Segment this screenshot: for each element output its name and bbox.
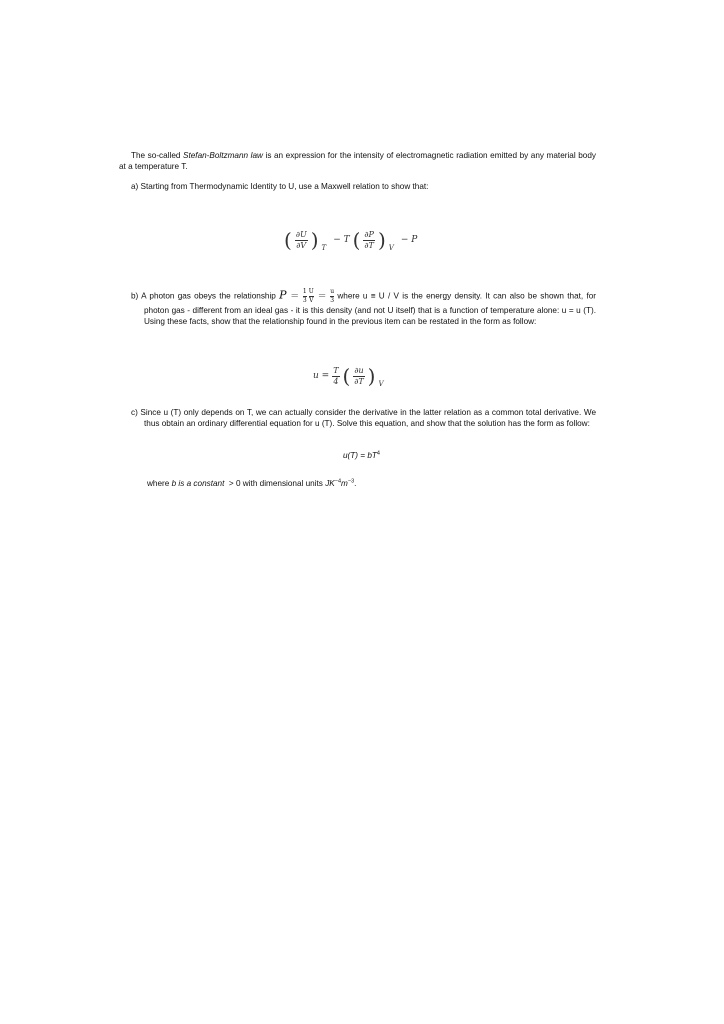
fraction-dp-dt (363, 230, 375, 251)
denominator: 3 (302, 297, 307, 304)
paren: ) (310, 228, 319, 252)
u-equals: u = (313, 370, 330, 381)
paren: ) (367, 364, 376, 388)
subscript: T (321, 244, 327, 252)
numerator: ∂u (354, 365, 364, 375)
solution-text: u(T) = bT (343, 451, 377, 460)
solution-exponent: 4 (376, 450, 380, 457)
numerator: U (308, 288, 314, 295)
units-exp2: −3 (347, 478, 355, 485)
fraction-du-dt (353, 366, 364, 387)
paren: ( (342, 364, 351, 388)
part-b-label: b) A photon gas obeys the relationship (131, 291, 280, 301)
denominator: V (309, 297, 314, 304)
equation-a (284, 228, 417, 252)
denominator: ∂V (296, 240, 307, 250)
denominator: 4 (333, 376, 339, 386)
units-jk: JK (325, 479, 335, 488)
numerator: ∂P (364, 229, 374, 239)
solution-equation (343, 450, 380, 461)
paren: ( (284, 228, 292, 252)
intro-prefix: The so-called (131, 151, 183, 160)
equation-b (313, 364, 384, 388)
minus-t: − T (333, 234, 350, 245)
paren: ) (377, 228, 386, 252)
law-name: Stefan-Boltzmann law (183, 151, 263, 160)
rel-eq: = (290, 290, 299, 302)
part-b-text (131, 288, 597, 327)
where-prefix: where (147, 479, 172, 488)
units-m: m (341, 479, 348, 488)
minus-p: − P (400, 234, 418, 245)
where-line (147, 478, 356, 489)
part-a-text: a) Starting from Thermodynamic Identity to U, use a Maxwell relation to show that: (131, 182, 429, 191)
rel-u-over-v (309, 288, 314, 305)
denominator: 3 (330, 297, 335, 304)
fraction-t-4 (332, 366, 339, 387)
denominator: ∂T (354, 376, 364, 386)
rel-one-third (303, 288, 307, 305)
units-exp1: −4 (334, 478, 342, 485)
numerator: u (330, 288, 335, 295)
numerator: 1 (302, 288, 307, 295)
subscript: V (388, 244, 394, 252)
period: . (354, 479, 357, 488)
fraction-du-dv (295, 230, 308, 251)
intro-paragraph (119, 150, 596, 172)
rel-p: P (279, 288, 287, 302)
part-c-text: c) Since u (T) only depends on T, we can actually consider the derivative in the latter relation as a common total derivative. We thus obtain an ordinary differential equation for u (T). Solve this equation, and show that the solution has the form as follow: (131, 408, 596, 428)
rel-eq: = (317, 290, 327, 302)
denominator: ∂T (364, 240, 374, 250)
numerator: ∂U (295, 229, 307, 239)
intro-suffix: is an expression for the intensity of electromagnetic radiation emitted by any material body at a temperature T. (119, 151, 596, 171)
paren: ( (352, 228, 361, 252)
where-mid: > 0 with dimensional units (224, 479, 326, 488)
part-b-body: where u ≡ U / V is the energy density. It can also be shown that, for photon gas - different from an ideal gas - it is this density (and not U itself) that is a function of temperature alone: u = u (T). Using these facts, show that the relationship found in the previous item can be restated in the form as follow: (144, 291, 597, 326)
subscript: V (378, 380, 384, 388)
where-b: b is a constant (171, 479, 225, 488)
numerator: T (333, 365, 339, 375)
